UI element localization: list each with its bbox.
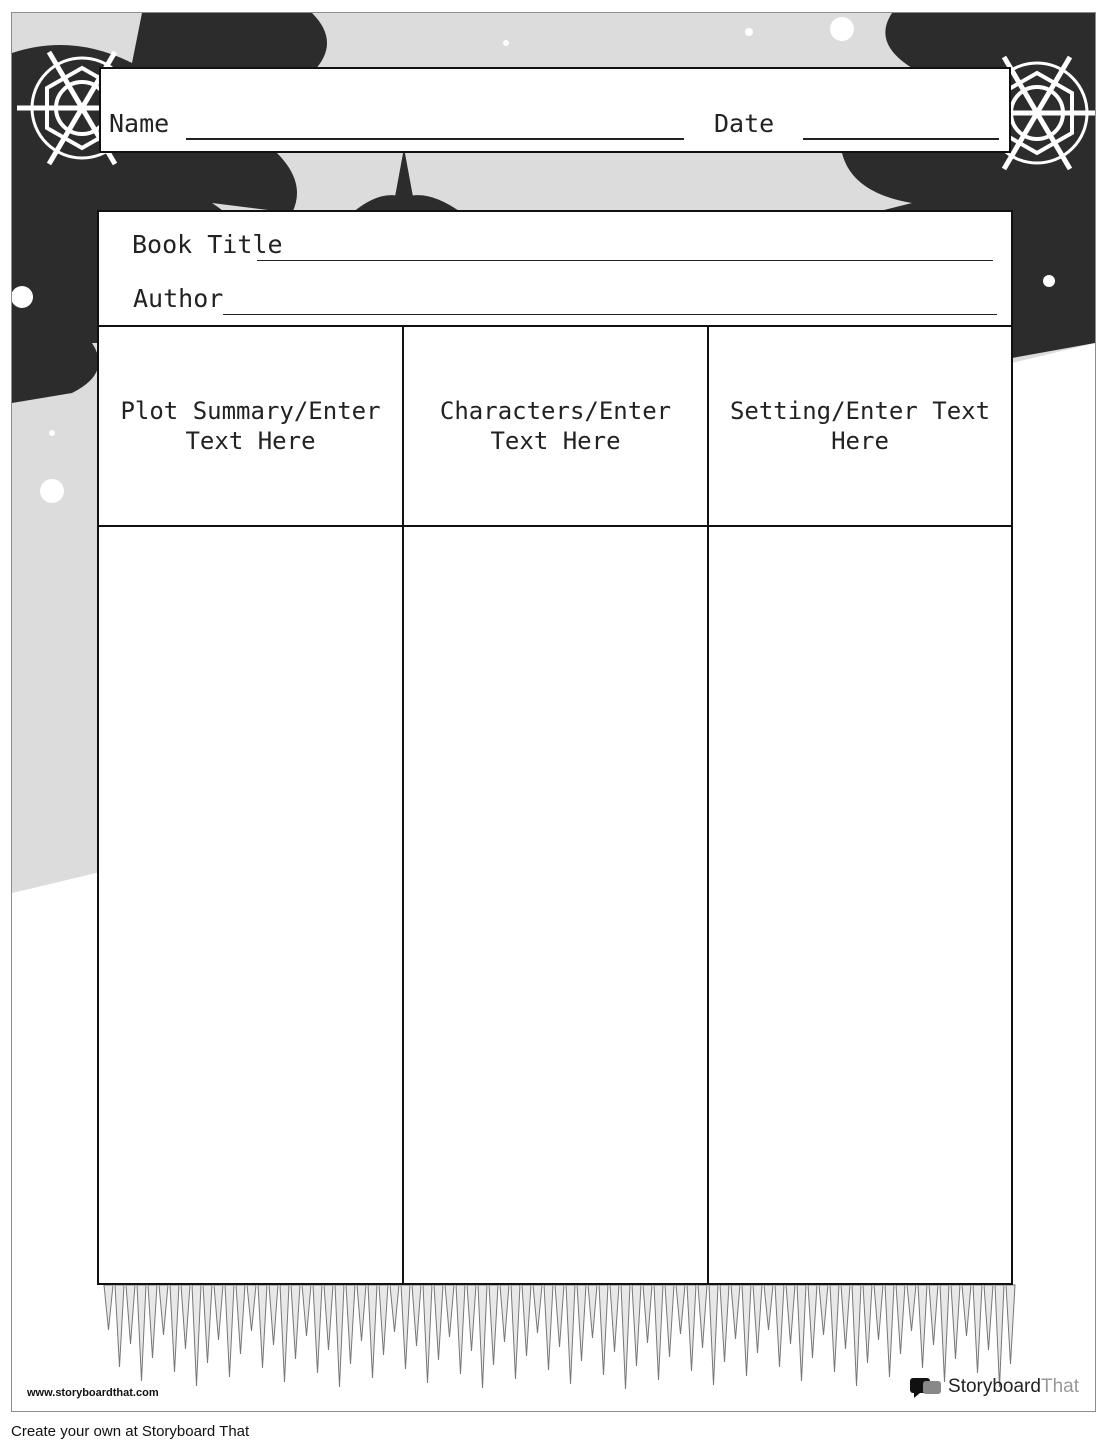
watermark-url: www.storyboardthat.com <box>27 1387 159 1399</box>
column-body-characters[interactable] <box>404 527 707 1283</box>
brand-secondary: That <box>1040 1376 1079 1397</box>
column-heading-characters: Characters/Enter Text Here <box>439 397 672 455</box>
date-label: Date <box>714 109 775 138</box>
book-title-label: Book Title <box>132 230 283 259</box>
icicle-icon <box>104 1285 1015 1389</box>
name-label: Name <box>109 109 170 138</box>
brand-primary: Storyboard <box>948 1376 1041 1397</box>
column-heading-setting: Setting/Enter Text Here <box>729 397 991 455</box>
column-body-plot[interactable] <box>99 527 402 1283</box>
date-line[interactable] <box>803 138 999 140</box>
author-line[interactable] <box>223 314 997 315</box>
book-title-line[interactable] <box>257 260 993 261</box>
storyboardthat-logo-icon <box>909 1375 943 1399</box>
column-body-setting[interactable] <box>709 527 1011 1283</box>
author-label: Author <box>133 284 224 313</box>
worksheet <box>11 12 1096 1412</box>
name-date-box <box>99 67 1011 153</box>
book-report-box <box>97 210 1013 1285</box>
name-line[interactable] <box>186 138 684 140</box>
footer-link[interactable]: Create your own at Storyboard That <box>11 1423 250 1440</box>
storyboardthat-logo <box>909 1375 1079 1399</box>
column-heading-plot: Plot Summary/Enter Text Here <box>120 397 381 455</box>
